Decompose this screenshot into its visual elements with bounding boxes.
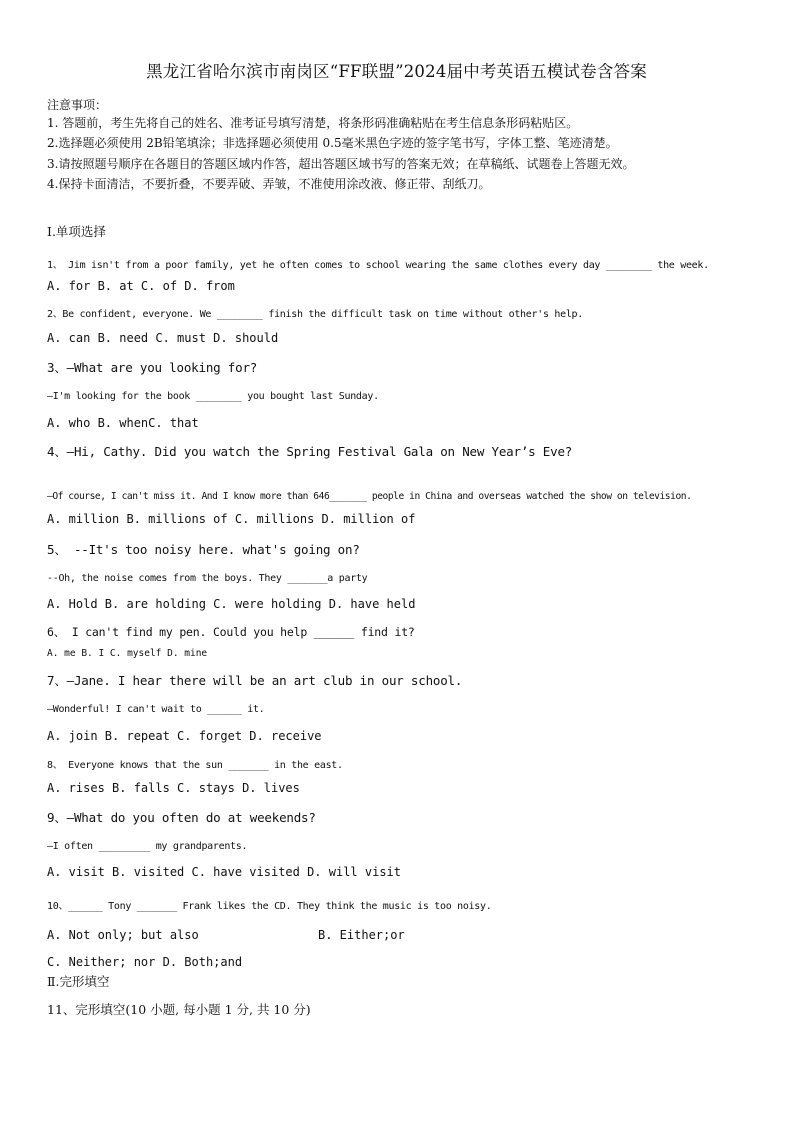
question-3-reply: —I'm looking for the book ________ you bought last Sunday. <box>47 391 379 402</box>
page-title: 黑龙江省哈尔滨市南岗区“FF联盟”2024届中考英语五模试卷含答案 <box>146 62 647 81</box>
notice-heading: 注意事项： <box>47 98 108 112</box>
question-10-stem: 10、______ Tony _______ Frank likes the CD. They think the music is too noisy. <box>47 901 492 912</box>
question-11-heading: 11、完形填空(10 小题, 每小题 1 分, 共 10 分) <box>47 1002 311 1017</box>
question-6-stem: 6、 I can't find my pen. Could you help ______ find it? <box>47 625 415 639</box>
question-10-option-a: A. Not only; but also <box>47 928 199 942</box>
question-6-options: A. me B. I C. myself D. mine <box>47 648 208 659</box>
question-1-options: A. for B. at C. of D. from <box>47 279 235 293</box>
question-1-stem: 1、 Jim isn't from a poor family, yet he often comes to school wearing the same clothes every day ________ the week. <box>47 260 709 271</box>
question-5-stem: 5、 --It's too noisy here. what's going on? <box>47 542 360 557</box>
question-7-stem: 7、—Jane. I hear there will be an art club in our school. <box>47 673 463 688</box>
question-7-reply: —Wonderful! I can't wait to ______ it. <box>47 704 265 715</box>
question-4-options: A. million B. millions of C. millions D. million of <box>47 512 416 526</box>
notice-item-3: 3.请按照题号顺序在各题目的答题区域内作答，超出答题区域书写的答案无效；在草稿纸、试题卷上答题无效。 <box>47 157 635 171</box>
notice-item-2: 2.选择题必须使用 2B铅笔填涂；非选择题必须使用 0.5毫米黑色字迹的签字笔书写，字体工整、笔迹清楚。 <box>47 136 618 150</box>
question-8-options: A. rises B. falls C. stays D. lives <box>47 781 300 795</box>
question-9-options: A. visit B. visited C. have visited D. will visit <box>47 865 402 879</box>
question-2-options: A. can B. need C. must D. should <box>47 331 279 345</box>
question-7-options: A. join B. repeat C. forget D. receive <box>47 729 322 743</box>
notice-item-1: 1. 答题前，考生先将自己的姓名、准考证号填写清楚，将条形码准确粘贴在考生信息条形码粘贴区。 <box>47 116 579 130</box>
question-9-reply: —I often _________ my grandparents. <box>47 841 248 852</box>
question-8-stem: 8、 Everyone knows that the sun _______ in the east. <box>47 760 343 771</box>
question-9-stem: 9、—What do you often do at weekends? <box>47 810 316 825</box>
question-5-options: A. Hold B. are holding C. were holding D. have held <box>47 597 416 611</box>
question-4-stem: 4、—Hi, Cathy. Did you watch the Spring Festival Gala on New Year’s Eve? <box>47 444 573 459</box>
question-10-option-b: B. Either;or <box>318 928 405 942</box>
notice-item-4: 4.保持卡面清洁，不要折叠，不要弄破、弄皱，不准使用涂改液、修正带、刮纸刀。 <box>47 177 491 191</box>
question-5-reply: --Oh, the noise comes from the boys. They _______a party <box>47 573 368 584</box>
question-3-stem: 3、—What are you looking for? <box>47 360 258 375</box>
question-10-options-cd: C. Neither; nor D. Both;and <box>47 955 243 969</box>
question-2-stem: 2、Be confident, everyone. We ________ finish the difficult task on time without other's help. <box>47 309 583 320</box>
section-heading-cloze: Ⅱ.完形填空 <box>47 974 110 989</box>
question-4-reply: —Of course, I can't miss it. And I know more than 646_______ people in China and overseas watched the show on television. <box>47 491 692 502</box>
question-3-options: A. who B. whenC. that <box>47 416 199 430</box>
section-heading-single-choice: Ⅰ.单项选择 <box>47 224 106 239</box>
